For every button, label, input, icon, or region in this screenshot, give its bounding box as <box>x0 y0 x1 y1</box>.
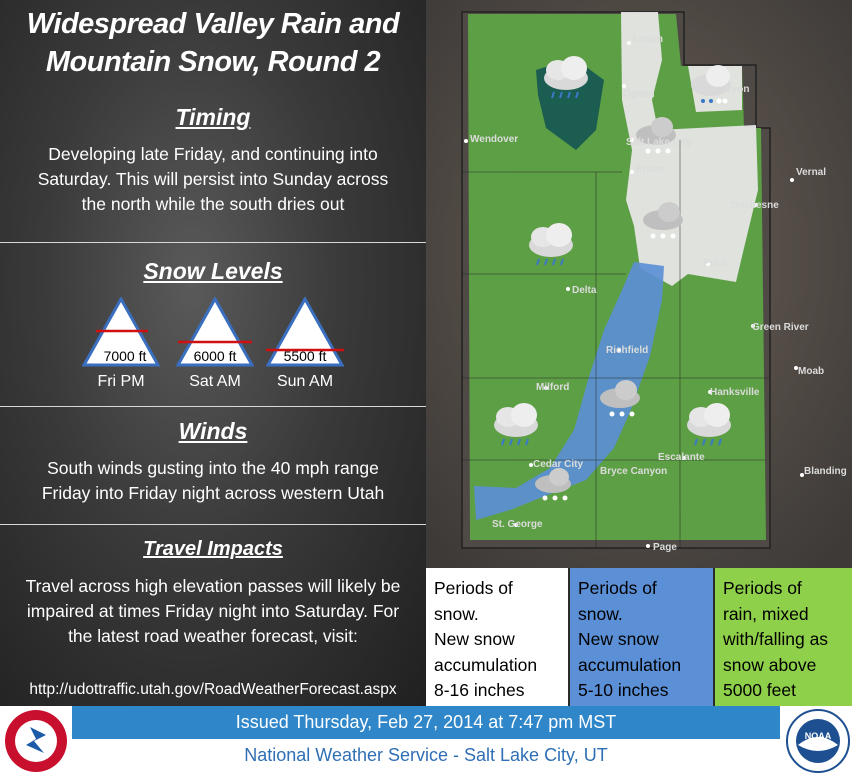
travel-line: Travel across high elevation passes will likely be <box>25 576 401 596</box>
city-label: Lyon <box>726 84 750 95</box>
city-label: Delta <box>572 285 597 296</box>
legend-line: 5000 feet <box>723 680 796 700</box>
city-label: Escalante <box>658 452 705 463</box>
city-label: Vernal <box>796 167 827 178</box>
legend <box>426 568 852 706</box>
legend-line: 5-10 inches <box>578 680 669 700</box>
snow-level-time: Fri PM <box>97 373 145 390</box>
city-label: Price <box>703 258 728 269</box>
divider <box>0 406 426 407</box>
map-svg <box>426 0 852 568</box>
legend-line: with/falling as <box>723 629 829 649</box>
city-label: Cedar City <box>533 459 584 470</box>
timing-line: Developing late Friday, and continuing into <box>48 144 378 164</box>
timing-text <box>0 142 426 217</box>
timing-heading: Timing <box>175 104 251 130</box>
city-label: Richfield <box>606 345 649 356</box>
city-label: Logan <box>633 34 663 45</box>
legend-line: snow above <box>723 654 817 675</box>
issued-bar: Issued Thursday, Feb 27, 2014 at 7:47 pm MST <box>72 706 780 739</box>
snow-level-elevation: 6000 ft <box>193 348 237 364</box>
city-label: Salt Lake City <box>626 137 692 148</box>
legend-line: snow. <box>578 603 623 624</box>
legend-line: Periods of <box>578 578 657 598</box>
travel-line: the latest road weather forecast, visit: <box>68 626 358 646</box>
snow-level-time: Sat AM <box>189 373 241 390</box>
legend-rain-mix <box>715 568 852 706</box>
city-label: Ogden <box>623 89 655 100</box>
headline-line-1: Widespread Valley Rain and <box>26 8 400 40</box>
legend-line: 8-16 inches <box>434 680 525 700</box>
divider <box>0 524 426 525</box>
winds-line: South winds gusting into the 40 mph range <box>47 458 379 478</box>
road-forecast-link[interactable]: http://udottraffic.utah.gov/RoadWeatherForecast.aspx <box>29 681 397 698</box>
legend-heavy-snow <box>426 568 568 706</box>
snow-level-elevation: 7000 ft <box>103 348 147 364</box>
legend-moderate-snow <box>570 568 713 706</box>
snow-level-elevation: 5500 ft <box>283 348 327 364</box>
travel-text <box>0 574 426 649</box>
headline-line-2: Mountain Snow, Round 2 <box>45 46 381 78</box>
timing-line: Saturday. This will persist into Sunday across <box>37 169 389 189</box>
city-label: St. George <box>492 519 543 530</box>
divider <box>0 242 426 243</box>
city-label: Wendover <box>470 134 519 145</box>
info-panel <box>0 0 426 706</box>
city-label: Page <box>653 542 677 553</box>
svg-text:NOAA: NOAA <box>804 731 832 741</box>
winds-text <box>0 456 426 506</box>
travel-line: impaired at times Friday night into Saturday. For <box>26 601 400 621</box>
utah-precip-map <box>426 0 852 568</box>
legend-line: rain, mixed <box>723 603 809 624</box>
footer <box>0 706 852 776</box>
city-label: Hanksville <box>710 387 760 398</box>
snow-level-time: Sun AM <box>276 373 334 390</box>
city-label: Green River <box>752 322 809 333</box>
office-bar: National Weather Service - Salt Lake City, UT <box>72 739 780 772</box>
legend-line: Periods of <box>723 578 802 598</box>
legend-line: New snow <box>578 629 659 649</box>
timing-line: the north while the south dries out <box>81 194 345 214</box>
legend-line: snow. <box>434 603 479 624</box>
city-label: Blanding <box>804 466 847 477</box>
legend-line: accumulation <box>434 654 538 675</box>
city-label: Duchesne <box>731 200 779 211</box>
noaa-logo-icon <box>786 709 850 773</box>
city-label: Provo <box>636 164 665 175</box>
nws-logo-icon <box>4 709 68 773</box>
legend-line: New snow <box>434 629 515 649</box>
legend-line: accumulation <box>578 654 682 675</box>
travel-heading: Travel Impacts <box>143 538 283 560</box>
legend-line: Periods of <box>434 578 513 598</box>
snow-levels-heading: Snow Levels <box>143 258 283 284</box>
winds-line: Friday into Friday night across western Utah <box>41 483 385 503</box>
winds-heading: Winds <box>178 418 248 444</box>
city-label: Bryce Canyon <box>600 466 668 477</box>
city-label: Milford <box>536 382 570 393</box>
city-label: Moab <box>798 366 825 377</box>
